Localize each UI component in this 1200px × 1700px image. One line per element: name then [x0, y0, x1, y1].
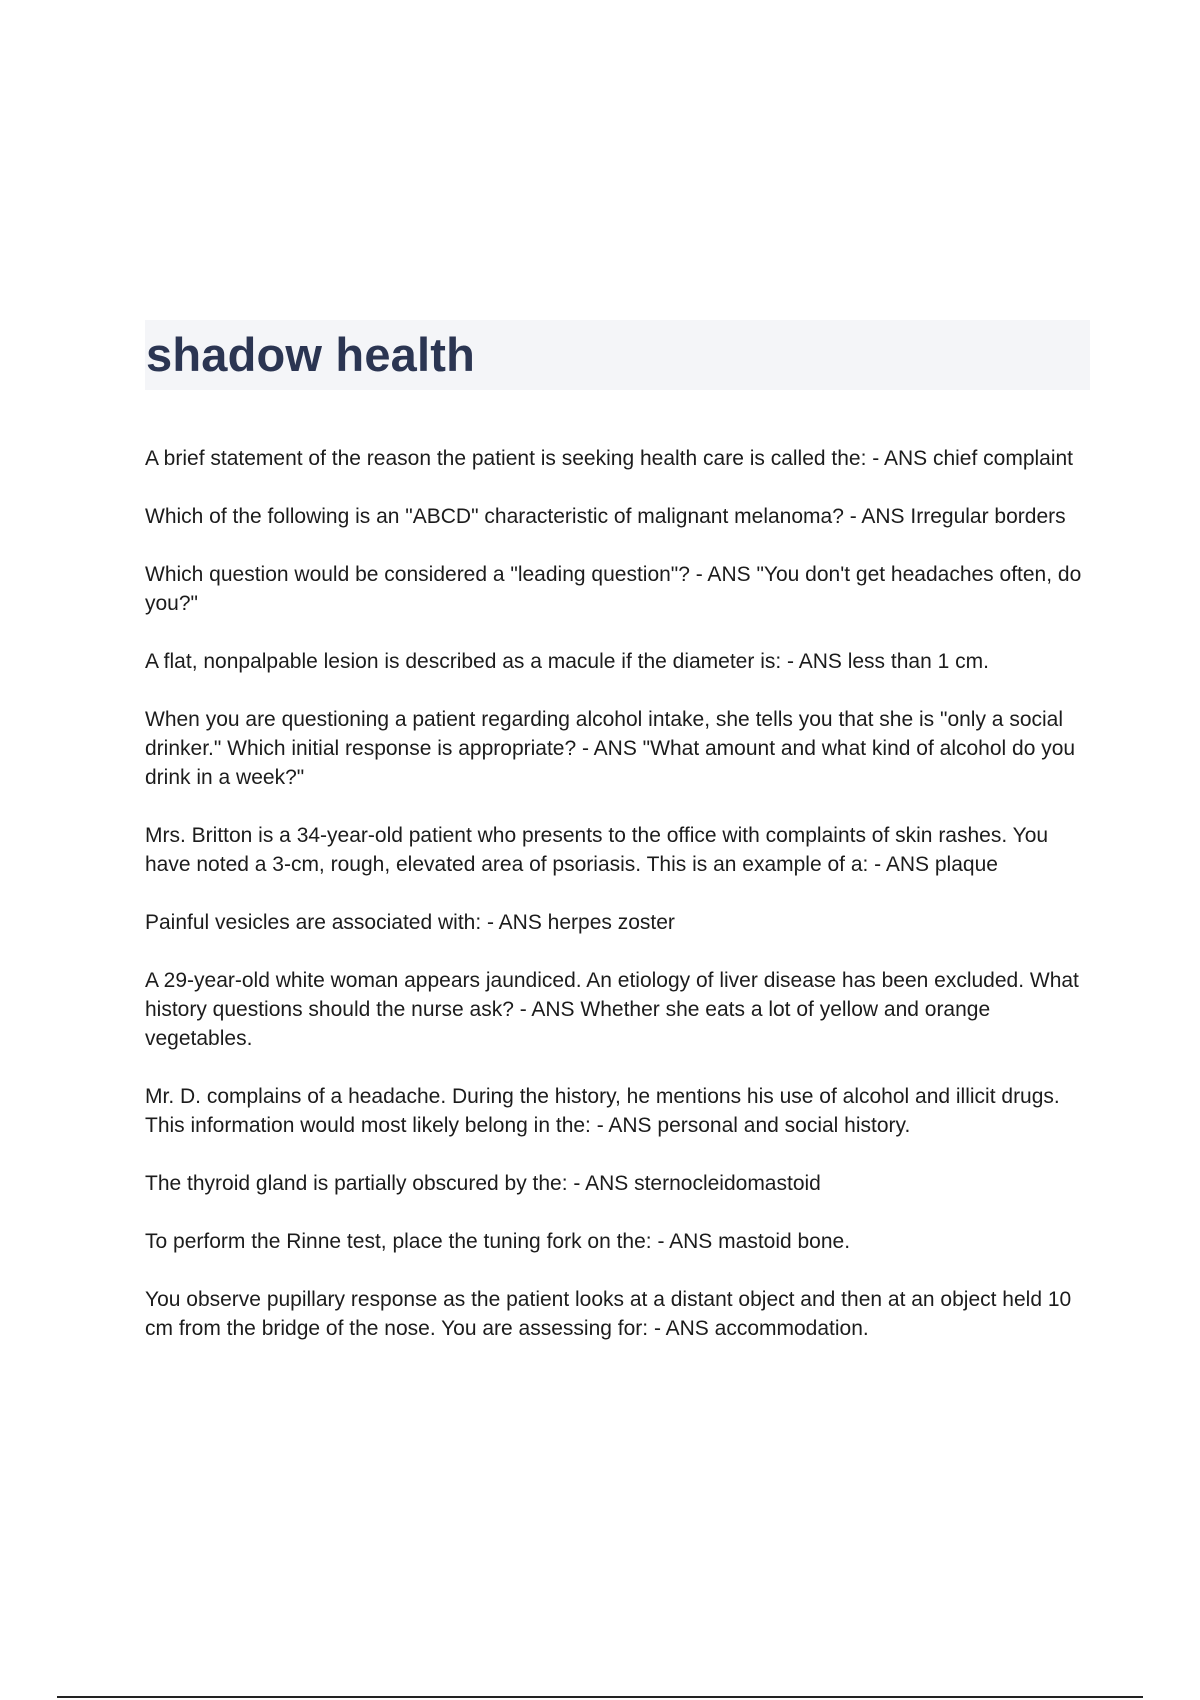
qa-item: A flat, nonpalpable lesion is described as a macule if the diameter is: - ANS less than 1 cm. [145, 650, 989, 673]
qa-item: Which of the following is an "ABCD" characteristic of malignant melanoma? - ANS Irregular borders [145, 505, 1066, 528]
page-title: shadow health [146, 328, 476, 381]
title-banner [145, 320, 1090, 390]
qa-item: The thyroid gland is partially obscured by the: - ANS sternocleidomastoid [145, 1172, 821, 1195]
qa-item: Painful vesicles are associated with: - ANS herpes zoster [145, 911, 675, 934]
qa-item: When you are questioning a patient regarding alcohol intake, she tells you that she is "only a social drinker." Which initial response is appropriate? - ANS "What amount and what kind of alcohol do you drink in a week?" [145, 708, 1076, 789]
qa-item: Mr. D. complains of a headache. During the history, he mentions his use of alcohol and illicit drugs. This information would most likely belong in the: - ANS personal and social history. [145, 1085, 1060, 1137]
qa-item: You observe pupillary response as the patient looks at a distant object and then at an object held 10 cm from the bridge of the nose. You are assessing for: - ANS accommodation. [145, 1288, 1072, 1340]
qa-list [145, 444, 1090, 1372]
qa-item: Which question would be considered a "leading question"? - ANS "You don't get headaches often, do you?" [145, 563, 1082, 615]
qa-item: A brief statement of the reason the patient is seeking health care is called the: - ANS chief complaint [145, 447, 1074, 470]
qa-item: A 29-year-old white woman appears jaundiced. An etiology of liver disease has been excluded. What history questions should the nurse ask? - ANS Whether she eats a lot of yellow and orange vegetables. [145, 969, 1079, 1050]
qa-item: To perform the Rinne test, place the tuning fork on the: - ANS mastoid bone. [145, 1230, 851, 1253]
footer-divider [57, 1696, 1143, 1698]
qa-item: Mrs. Britton is a 34-year-old patient who presents to the office with complaints of skin rashes. You have noted a 3-cm, rough, elevated area of psoriasis. This is an example of a: - ANS plaque [145, 824, 1049, 876]
